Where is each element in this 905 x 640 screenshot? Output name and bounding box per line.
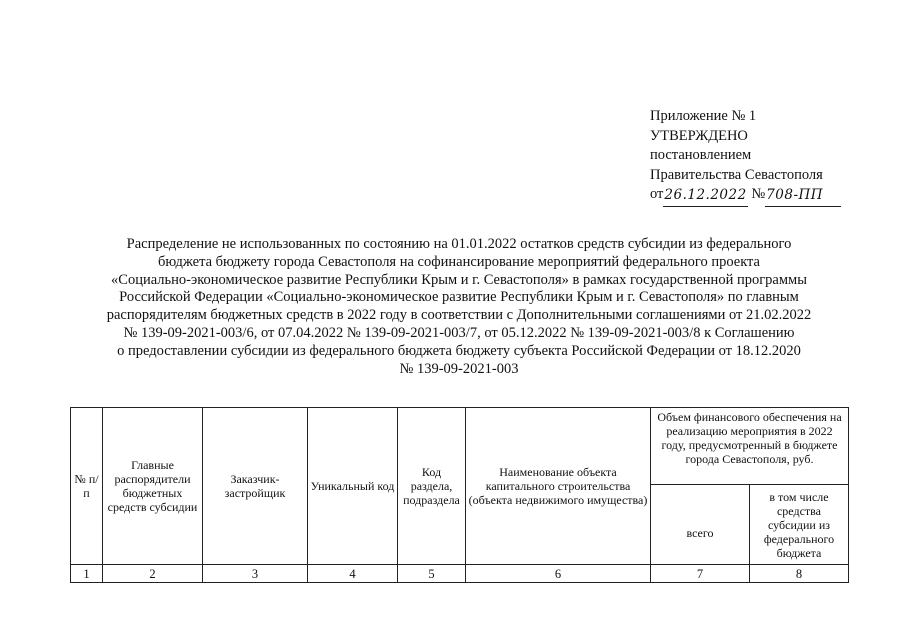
document-title: [88, 236, 830, 378]
column-number: 1: [71, 565, 103, 583]
title-line: о предоставлении субсидии из федерального бюджета бюджету субъекта Российской Федерации от 18.12.2020: [117, 342, 801, 359]
title-line: № 139-09-2021-003: [399, 360, 519, 377]
header-num: № п/п: [71, 408, 103, 565]
header-total-label: всего: [686, 525, 714, 540]
header-section-code: Код раздела, подраздела: [398, 408, 466, 565]
column-number: 4: [308, 565, 398, 583]
title-line: «Социально-экономическое развитие Республики Крым и г. Севастополя» в рамках государственной программы: [111, 271, 807, 288]
from-prefix: от: [650, 186, 664, 202]
column-number: 8: [750, 565, 849, 583]
column-number: 2: [103, 565, 203, 583]
header-customer: Заказчик-застройщик: [203, 408, 308, 565]
header-total: [651, 485, 750, 565]
approved-label: УТВЕРЖДЕНО: [650, 127, 748, 144]
handwritten-number: 708-ПП: [765, 186, 841, 207]
approval-block: [650, 107, 890, 206]
header-unique-code: Уникальный код: [308, 408, 398, 565]
title-line: распорядителям бюджетных средств в 2022 году в соответствии с Дополнительными соглашениями от 21.02.2022: [106, 307, 812, 324]
distribution-table: [70, 407, 849, 583]
decree-label: постановлением: [650, 147, 752, 163]
title-line: Российской Федерации «Социально-экономическое развитие Республики Крым и г. Севастополя» по главным: [119, 289, 799, 306]
decree-date-line: [650, 185, 890, 206]
title-line: Распределение не использованных по состоянию на 01.01.2022 остатков средств субсидии из федерального: [126, 236, 792, 252]
column-number: 5: [398, 565, 466, 583]
header-object-name: Наименование объекта капитального строительства (объекта недвижимого имущества): [466, 408, 651, 565]
column-number: 7: [651, 565, 750, 583]
government-label: Правительства Севастополя: [650, 166, 823, 183]
header-funding: Объем финансового обеспечения на реализацию мероприятия в 2022 году, предусмотренный в бюджете города Севастополя, руб.: [651, 408, 849, 485]
title-line: № 139-09-2021-003/6, от 07.04.2022 № 139-09-2021-003/7, от 05.12.2022 № 139-09-2021-003/8 к Соглашению: [123, 324, 795, 341]
column-number: 6: [466, 565, 651, 583]
header-federal-part: в том числе средства субсидии из федерального бюджета: [750, 485, 849, 565]
handwritten-date: 26.12.2022: [663, 186, 747, 207]
title-line: бюджета бюджету города Севастополя на софинансирование мероприятий федерального проекта: [157, 253, 760, 270]
column-number: 3: [203, 565, 308, 583]
appendix-label: Приложение № 1: [650, 108, 757, 124]
header-managers: Главные распорядители бюджетных средств субсидии: [103, 408, 203, 565]
number-sign: №: [751, 186, 766, 202]
